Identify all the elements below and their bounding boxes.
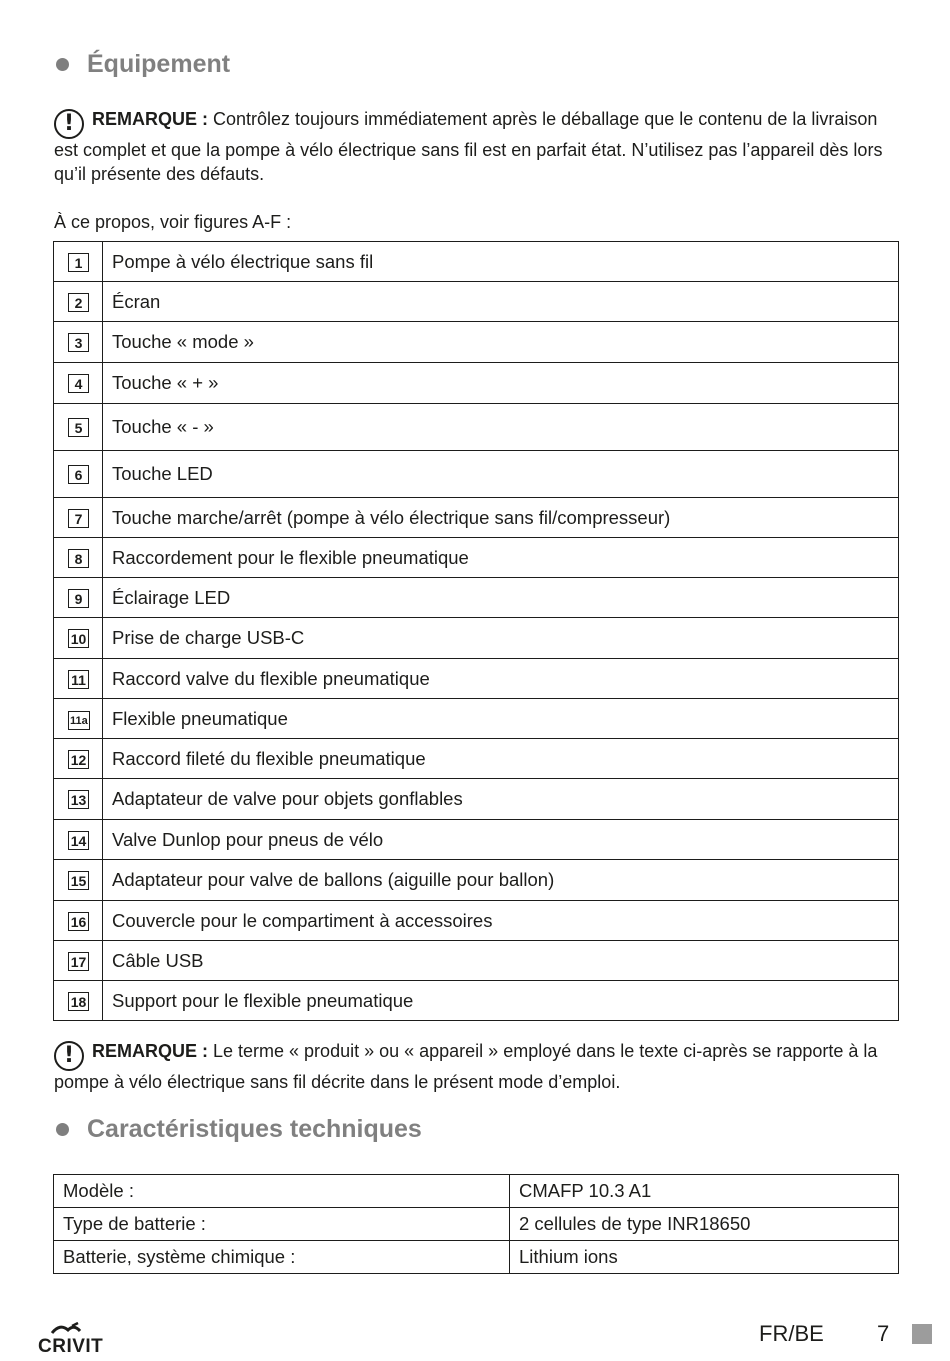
page-marker	[912, 1324, 932, 1344]
part-label: Support pour le flexible pneumatique	[103, 981, 899, 1021]
equipment-heading	[56, 50, 230, 79]
part-label: Flexible pneumatique	[103, 699, 899, 739]
part-label: Valve Dunlop pour pneus de vélo	[103, 820, 899, 860]
table-row	[54, 1208, 899, 1241]
part-number: 18	[68, 992, 89, 1011]
table-row	[54, 363, 899, 404]
table-row	[54, 242, 899, 282]
part-number: 11	[68, 670, 89, 689]
table-row	[54, 941, 899, 981]
part-label: Raccordement pour le flexible pneumatique	[103, 538, 899, 578]
table-row	[54, 282, 899, 322]
table-row	[54, 538, 899, 578]
part-label: Câble USB	[103, 941, 899, 981]
table-row	[54, 739, 899, 779]
table-row	[54, 1175, 899, 1208]
part-label: Adaptateur de valve pour objets gonflables	[103, 779, 899, 820]
equipment-title: Équipement	[87, 50, 231, 78]
table-row	[54, 981, 899, 1021]
note-unpacking	[54, 108, 898, 186]
table-row	[54, 699, 899, 739]
exclamation-icon: !	[54, 109, 84, 139]
part-number: 7	[68, 509, 89, 528]
brand-logo	[38, 1322, 103, 1358]
table-row	[54, 618, 899, 659]
table-row	[54, 659, 899, 699]
bullet-icon	[56, 1123, 69, 1136]
table-row	[54, 860, 899, 901]
note-text: Le terme « produit » ou « appareil » employé dans le texte ci-après se rapporte à la pompe à vélo électrique sans fil décrite dans le présent mode d’emploi.	[54, 1041, 878, 1092]
part-label: Écran	[103, 282, 899, 322]
spec-key: Batterie, système chimique :	[54, 1241, 510, 1274]
specs-table	[53, 1174, 899, 1274]
part-label: Éclairage LED	[103, 578, 899, 618]
part-number: 11a	[68, 711, 90, 730]
part-label: Pompe à vélo électrique sans fil	[103, 242, 899, 282]
spec-value: Lithium ions	[510, 1241, 899, 1274]
part-label: Raccord fileté du flexible pneumatique	[103, 739, 899, 779]
note-label: REMARQUE :	[92, 109, 208, 129]
specs-heading	[56, 1115, 422, 1144]
spec-value: CMAFP 10.3 A1	[510, 1175, 899, 1208]
table-row	[54, 451, 899, 498]
table-row	[54, 578, 899, 618]
part-number: 17	[68, 952, 89, 971]
part-label: Touche « - »	[103, 404, 899, 451]
page-number: 7	[877, 1321, 890, 1346]
bullet-icon	[56, 58, 69, 71]
wave-icon	[50, 1322, 90, 1336]
note-terminology	[54, 1040, 898, 1095]
spec-key: Type de batterie :	[54, 1208, 510, 1241]
parts-table	[53, 241, 899, 1021]
spec-key: Modèle :	[54, 1175, 510, 1208]
specs-title: Caractéristiques techniques	[87, 1115, 422, 1143]
brand-name: CRIVIT	[38, 1336, 104, 1357]
note-label: REMARQUE :	[92, 1041, 208, 1061]
spec-value: 2 cellules de type INR18650	[510, 1208, 899, 1241]
part-label: Touche marche/arrêt (pompe à vélo électrique sans fil/compresseur)	[103, 498, 899, 538]
part-number: 4	[68, 374, 89, 393]
figures-intro: À ce propos, voir figures A-F :	[54, 212, 292, 232]
table-row	[54, 901, 899, 941]
part-number: 14	[68, 831, 89, 850]
table-row	[54, 779, 899, 820]
exclamation-icon: !	[54, 1041, 84, 1071]
part-label: Touche « mode »	[103, 322, 899, 363]
part-number: 6	[68, 465, 89, 484]
part-label: Adaptateur pour valve de ballons (aiguille pour ballon)	[103, 860, 899, 901]
part-number: 8	[68, 549, 89, 568]
table-row	[54, 322, 899, 363]
table-row	[54, 404, 899, 451]
part-number: 13	[68, 790, 89, 809]
note-text: Contrôlez toujours immédiatement après le déballage que le contenu de la livraison est complet et que la pompe à vélo électrique sans fil est en parfait état. N’utilisez pas l’appareil dès lors qu’il présente des défauts.	[54, 109, 883, 184]
table-row	[54, 1241, 899, 1274]
part-number: 9	[68, 589, 89, 608]
part-number: 1	[68, 253, 89, 272]
part-number: 16	[68, 912, 89, 931]
part-number: 3	[68, 333, 89, 352]
part-label: Touche « + »	[103, 363, 899, 404]
part-number: 5	[68, 418, 89, 437]
part-number: 2	[68, 293, 89, 312]
part-number: 12	[68, 750, 89, 769]
part-number: 15	[68, 871, 89, 890]
table-row	[54, 498, 899, 538]
table-row	[54, 820, 899, 860]
part-label: Raccord valve du flexible pneumatique	[103, 659, 899, 699]
part-label: Prise de charge USB-C	[103, 618, 899, 659]
part-number: 10	[68, 629, 89, 648]
language-code: FR/BE	[759, 1321, 824, 1346]
part-label: Couvercle pour le compartiment à accessoires	[103, 901, 899, 941]
part-label: Touche LED	[103, 451, 899, 498]
